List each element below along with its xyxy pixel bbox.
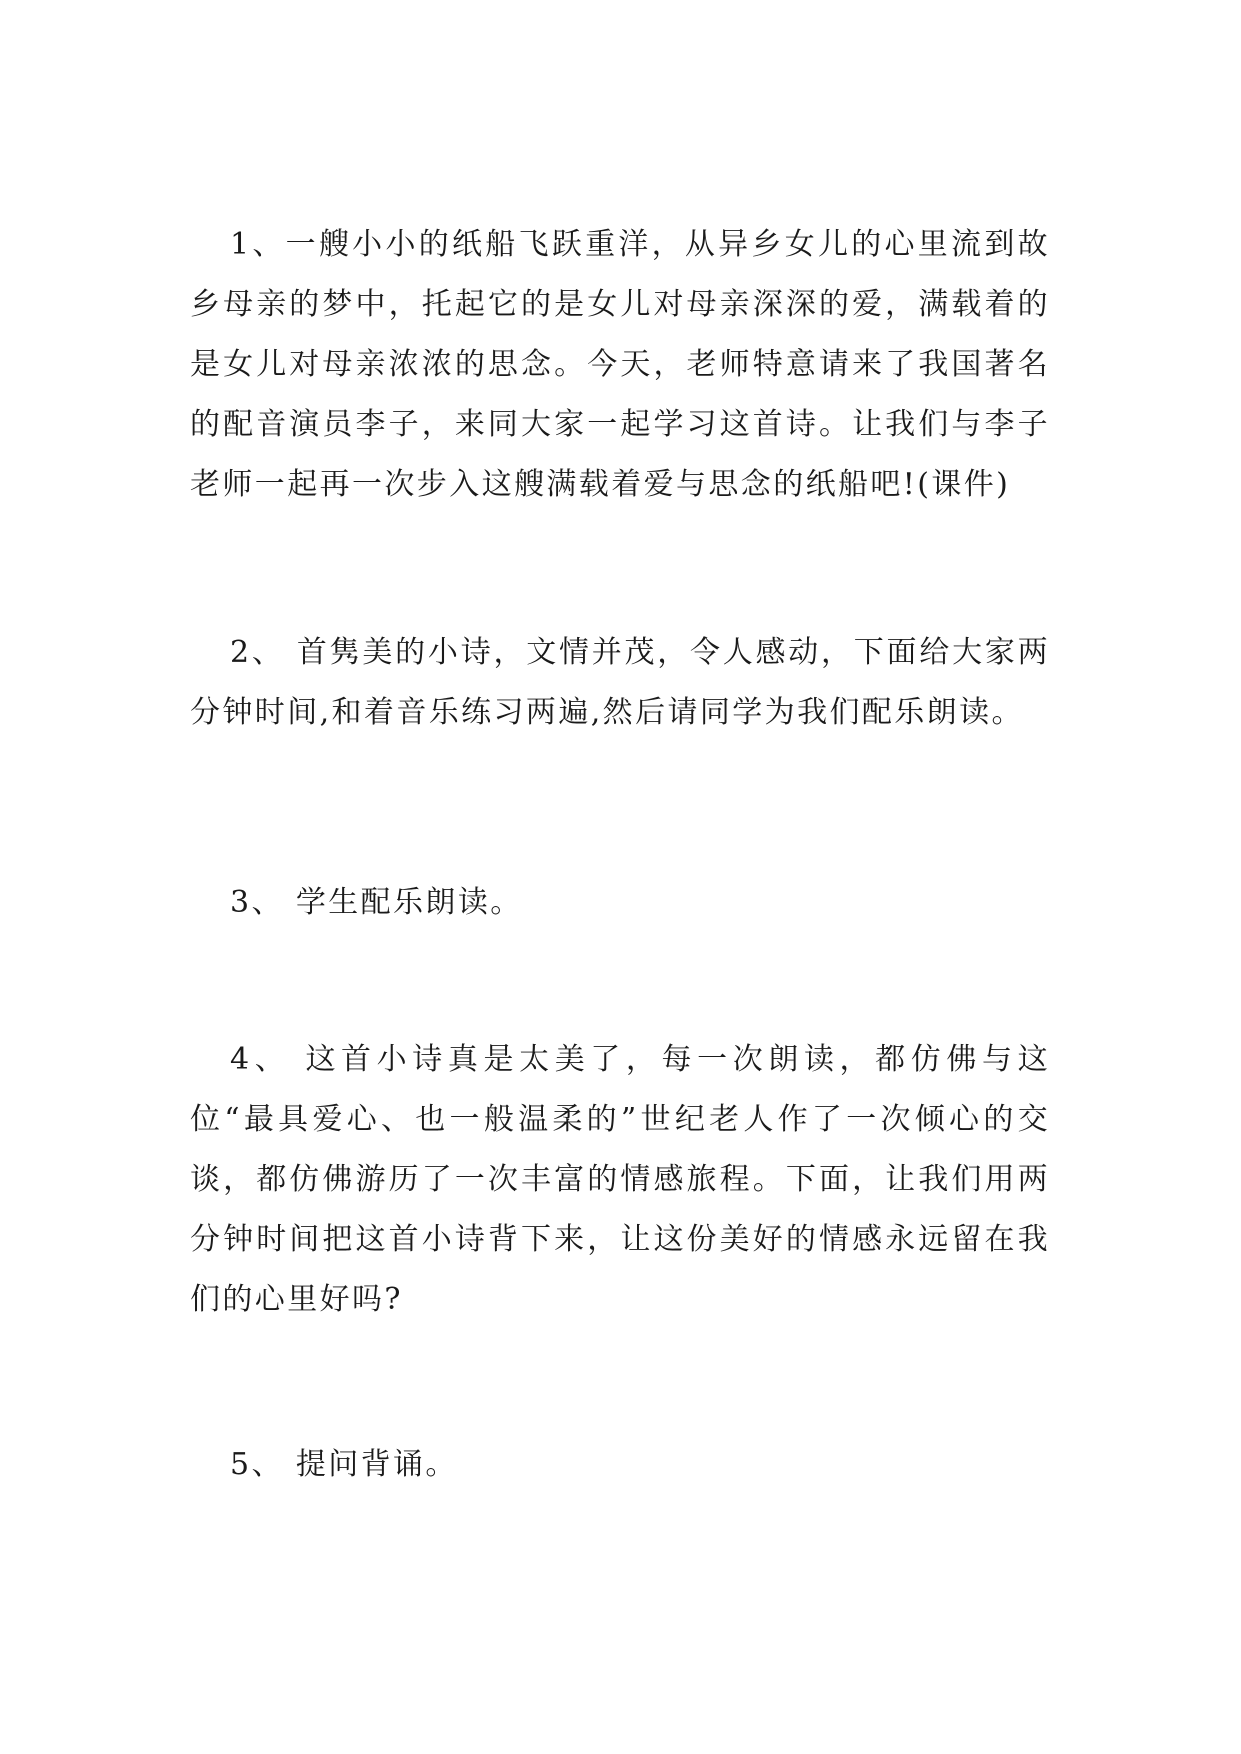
paragraph-4: 4、 这首小诗真是太美了，每一次朗读，都仿佛与这位“最具爱心、也一般温柔的”世纪老人作了一次倾心的交谈，都仿佛游历了一次丰富的情感旅程。下面，让我们用两分钟时间把这首小诗背下来，让这份美好的情感永远留在我们的心里好吗? (190, 1042, 1050, 1317)
paragraph-1: 1、一艘小小的纸船飞跃重洋，从异乡女儿的心里流到故乡母亲的梦中，托起它的是女儿对母亲深深的爱，满载着的是女儿对母亲浓浓的思念。今天，老师特意请来了我国著名的配音演员李子，来同大家一起学习这首诗。让我们与李子老师一起再一次步入这艘满载着爱与思念的纸船吧!(课件) (190, 227, 1050, 502)
paragraph-3: 3、 学生配乐朗读。 (230, 885, 523, 920)
paragraph-2: 2、 首隽美的小诗，文情并茂，令人感动，下面给大家两分钟时间,和着音乐练习两遍,然后请同学为我们配乐朗读。 (190, 635, 1050, 730)
paragraph-5: 5、 提问背诵。 (230, 1447, 458, 1482)
